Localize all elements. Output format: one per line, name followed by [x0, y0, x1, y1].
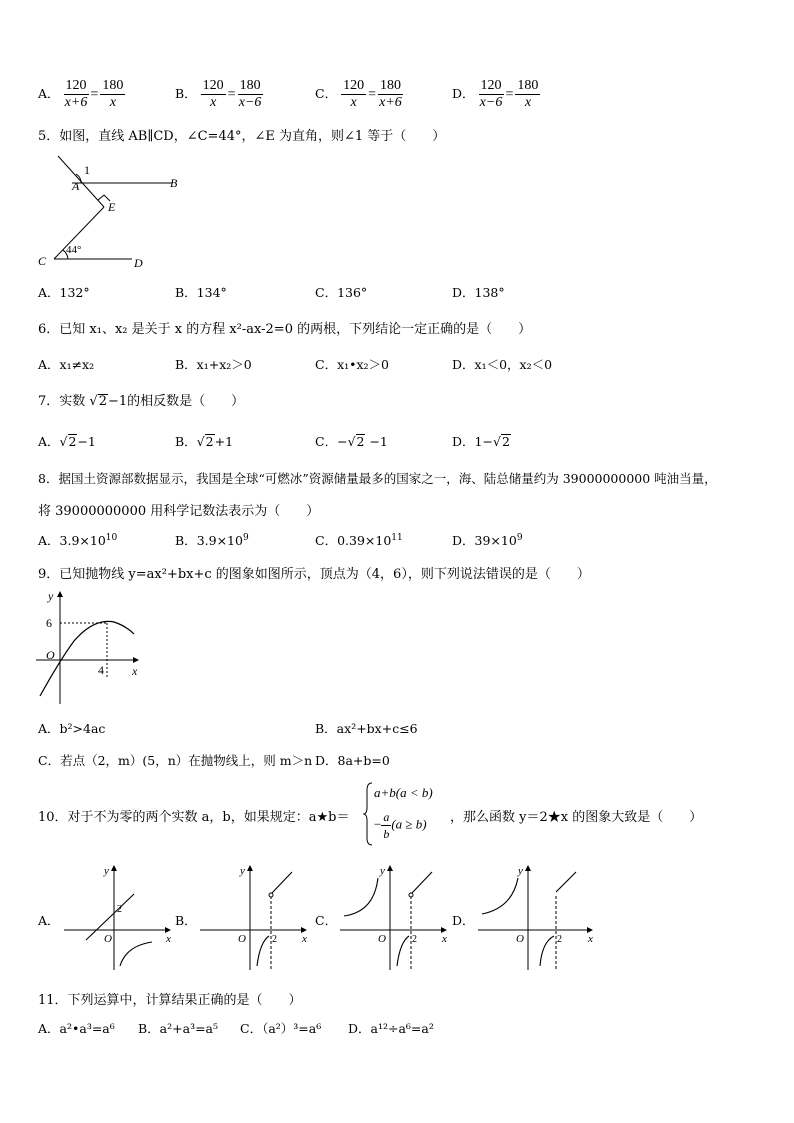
q5-option-b: B．134° [175, 285, 227, 300]
q10-graph-b [198, 862, 310, 972]
q9-option-c: C．若点（2，m）(5，n）在抛物线上，则 m＞n [38, 753, 313, 768]
svg-text:2: 2 [412, 934, 417, 945]
q8-option-d: D．$39\times 10^9$ [452, 532, 523, 548]
q7-option-d: D．1−√2 [452, 434, 510, 449]
q7-option-b: B．√2+1 [175, 434, 234, 449]
q8-stem-line2: 将 39000000000 用科学记数法表示为（ ） [38, 504, 320, 519]
q5-stem: 5．如图，直线 AB∥CD，∠C=44°，∠E 为直角，则∠1 等于（ ） [38, 129, 446, 144]
svg-text:x: x [442, 933, 447, 945]
q10-graph-a [62, 862, 174, 972]
q10-option-c-label: C． [315, 913, 338, 928]
graph-hyperbola-left [482, 878, 518, 914]
q5-option-c: C．136° [315, 285, 368, 300]
svg-text:x: x [588, 933, 593, 945]
q5-option-a: A．132° [38, 285, 90, 300]
svg-text:2: 2 [117, 904, 122, 915]
q7-option-a: A．√2−1 [38, 434, 96, 449]
q7-stem: 7．实数 √2−1的相反数是（ ） [38, 394, 245, 409]
label-a: A [72, 179, 80, 193]
q7-option-c: C．−√2 −1 [315, 434, 388, 449]
graph-hyperbola-left [344, 878, 378, 916]
q4-option-a: A． $\frac{120}{x+6}$ = $\frac{180}{x}$ [38, 78, 124, 110]
piecewise-brace [363, 782, 373, 846]
svg-text:y: y [240, 865, 245, 877]
q10-graph-c [338, 862, 450, 972]
svg-text:y: y [104, 865, 109, 877]
label-x: x [132, 664, 138, 678]
q4-options [38, 74, 758, 118]
q9-parabola-figure [34, 588, 146, 706]
label-1: 1 [84, 163, 90, 177]
q11-stem: 11．下列运算中，计算结果正确的是（ ） [38, 993, 302, 1008]
graph-hyperbola [120, 942, 152, 966]
piecewise-case-1: a+b(a < b) [374, 785, 433, 800]
piecewise-case-2: − $\frac{a}{b}$ (a ≥ b) [374, 810, 427, 841]
graph-line [411, 872, 432, 894]
q10-option-d-label: D． [452, 913, 475, 928]
q6-option-b: B．x₁+x₂＞0 [175, 357, 252, 372]
label-c: C [38, 254, 47, 268]
graph-hyperbola-right [397, 936, 409, 966]
svg-text:y: y [518, 865, 523, 877]
q4-option-d: D． $\frac{120}{x-6}$ = $\frac{180}{x}$ [452, 78, 539, 110]
graph-hyperbola-right [540, 936, 554, 966]
svg-text:y: y [380, 865, 385, 877]
q10-option-b-label: B． [175, 913, 197, 928]
q9-option-a: A．b²>4ac [38, 721, 106, 736]
q11-option-b: B．a²+a³=a⁵ [138, 1021, 219, 1036]
label-d: D [134, 256, 143, 270]
svg-text:O: O [516, 933, 524, 945]
svg-text:2: 2 [557, 934, 562, 945]
q9-option-b: B．ax²+bx+c≤6 [315, 721, 418, 736]
q5-option-d: D．138° [452, 285, 505, 300]
label-angle-44: 44° [66, 244, 82, 256]
q6-stem: 6．已知 x₁、x₂ 是关于 x 的方程 x²-ax-2=0 的两根，下列结论一定正确的是（ ） [38, 322, 532, 337]
q10-option-a-label: A． [38, 913, 60, 928]
open-point [269, 893, 273, 897]
q5-figure [34, 152, 184, 272]
q6-option-a: A．x₁≠x₂ [38, 357, 95, 372]
graph-line [271, 872, 292, 894]
label-e: E [108, 200, 116, 214]
q8-option-c: C．$0.39\times 10^{11}$ [315, 532, 403, 548]
q8-option-b: B．$3.9\times 10^9$ [175, 532, 249, 548]
open-point [409, 893, 413, 897]
svg-text:2: 2 [272, 934, 277, 945]
q9-stem: 9．已知抛物线 y=ax²+bx+c 的图象如图所示，顶点为（4，6），则下列说法错误的是（ ） [38, 567, 590, 582]
q8-option-a: A．$3.9\times 10^{10}$ [38, 532, 118, 548]
svg-text:O: O [104, 933, 112, 945]
q11-option-d: D．a¹²÷a⁶=a² [348, 1021, 434, 1036]
svg-text:O: O [378, 933, 386, 945]
q4-option-b: B． $\frac{120}{x}$ = $\frac{180}{x-6}$ [175, 78, 262, 110]
q11-option-a: A．a²•a³=a⁶ [38, 1021, 115, 1036]
svg-text:x: x [166, 933, 171, 945]
q6-option-c: C．x₁•x₂＞0 [315, 357, 390, 372]
q6-option-d: D．x₁＜0，x₂＜0 [452, 357, 553, 372]
label-origin: O [46, 648, 55, 662]
label-b: B [170, 176, 178, 190]
label-six: 6 [46, 616, 52, 630]
q4-option-c: C． $\frac{120}{x}$ = $\frac{180}{x+6}$ [315, 78, 402, 110]
q9-option-d: D．8a+b=0 [315, 753, 390, 768]
graph-hyperbola [257, 936, 269, 966]
label-y: y [48, 589, 54, 603]
label-four: 4 [98, 663, 104, 677]
q8-stem-line1: 8．据国土资源部数据显示，我国是全球“可燃冰”资源储量最多的国家之一，海、陆总储量约为 39000000000 吨油当量， [38, 471, 717, 486]
svg-text:x: x [302, 933, 307, 945]
q11-option-c: C．（a²）³=a⁶ [240, 1021, 322, 1036]
svg-text:O: O [238, 933, 246, 945]
graph-line [556, 872, 576, 892]
q10-graph-d [476, 862, 600, 972]
